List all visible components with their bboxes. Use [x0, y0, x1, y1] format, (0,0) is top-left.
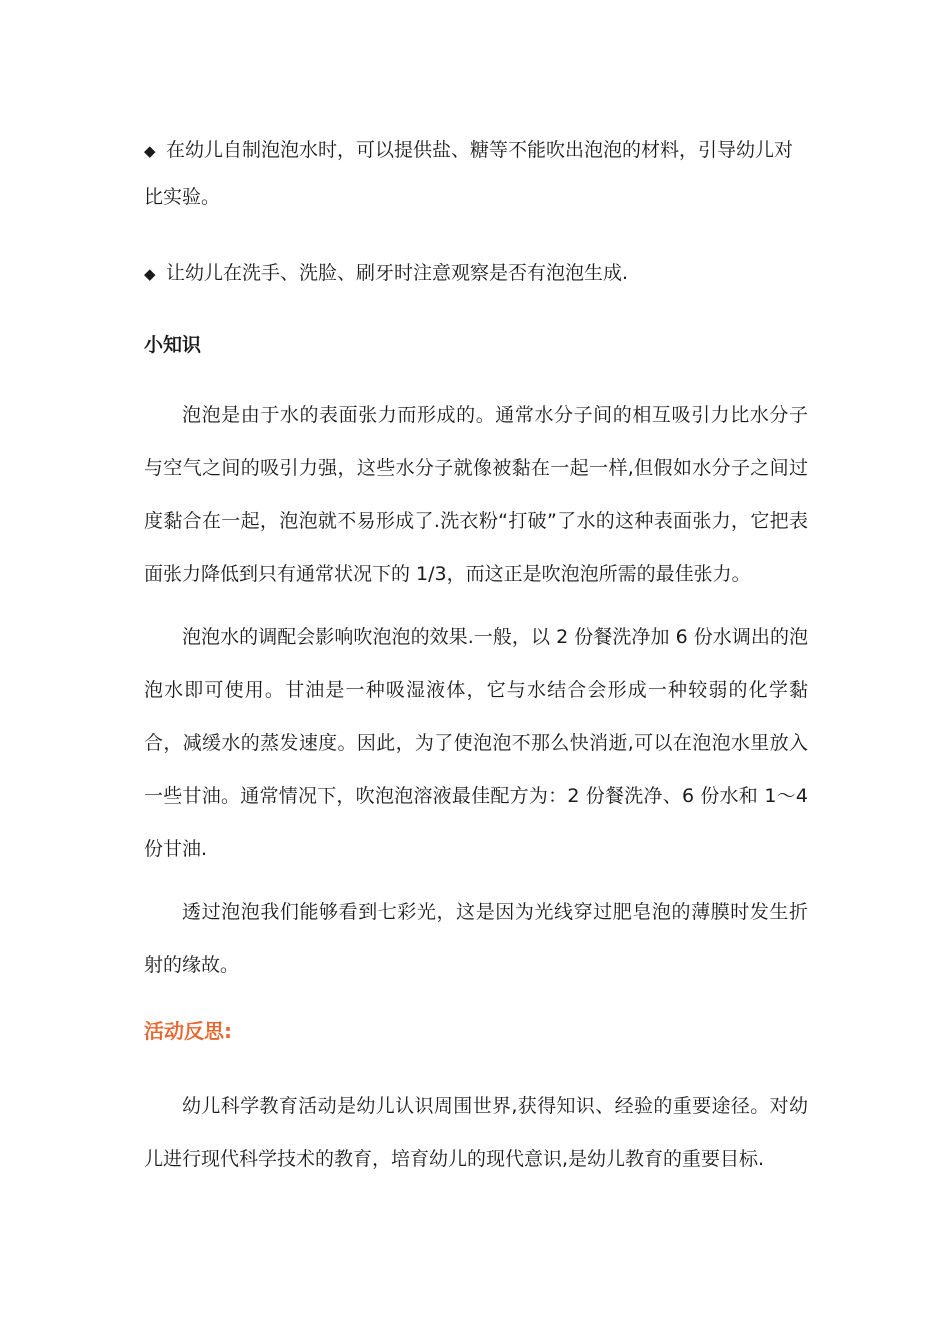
knowledge-paragraph-bubble-solution: 泡泡水的调配会影响吹泡泡的效果.一般，以 2 份餐洗净加 6 份水调出的泡泡水即可使用。甘油是一种吸湿液体，它与水结合会形成一种较弱的化学黏合，减缓水的蒸发速度。因此，为了使泡泡不那么快消逝,可以在泡泡水里放入一些甘油。通常情况下，吹泡泡溶液最佳配方为：2 份餐洗净、6 份水和 1～4 份甘油. — [144, 626, 808, 860]
diamond-bullet-icon: ◆ — [144, 265, 156, 283]
knowledge-heading: 小知识 — [144, 334, 202, 356]
reflection-paragraph: 幼儿科学教育活动是幼儿认识周围世界,获得知识、经验的重要途径。对幼儿进行现代科学技术的教育，培育幼儿的现代意识,是幼儿教育的重要目标. — [144, 1095, 808, 1170]
bullet-text: 让幼儿在洗手、洗脸、刷牙时注意观察是否有泡泡生成. — [166, 262, 629, 284]
bullet-item-contrast-experiment — [144, 127, 808, 220]
diamond-bullet-icon: ◆ — [144, 142, 156, 160]
knowledge-paragraph-surface-tension: 泡泡是由于水的表面张力而形成的。通常水分子间的相互吸引力比水分子与空气之间的吸引力强，这些水分子就像被黏在一起一样,但假如水分子之间过度黏合在一起，泡泡就不易形成了.洗衣粉“打破”了水的这种表面张力，它把表面张力降低到只有通常状况下的 1/3，而这正是吹泡泡所需的最佳张力。 — [144, 404, 808, 585]
reflection-heading: 活动反思: — [144, 1019, 232, 1043]
bullet-text: 在幼儿自制泡泡水时，可以提供盐、糖等不能吹出泡泡的材料，引导幼儿对比实验。 — [144, 139, 794, 208]
bullet-item-observe-bubbles — [144, 250, 808, 297]
knowledge-paragraph-rainbow-light: 透过泡泡我们能够看到七彩光，这是因为光线穿过肥皂泡的薄膜时发生折射的缘故。 — [144, 901, 808, 976]
